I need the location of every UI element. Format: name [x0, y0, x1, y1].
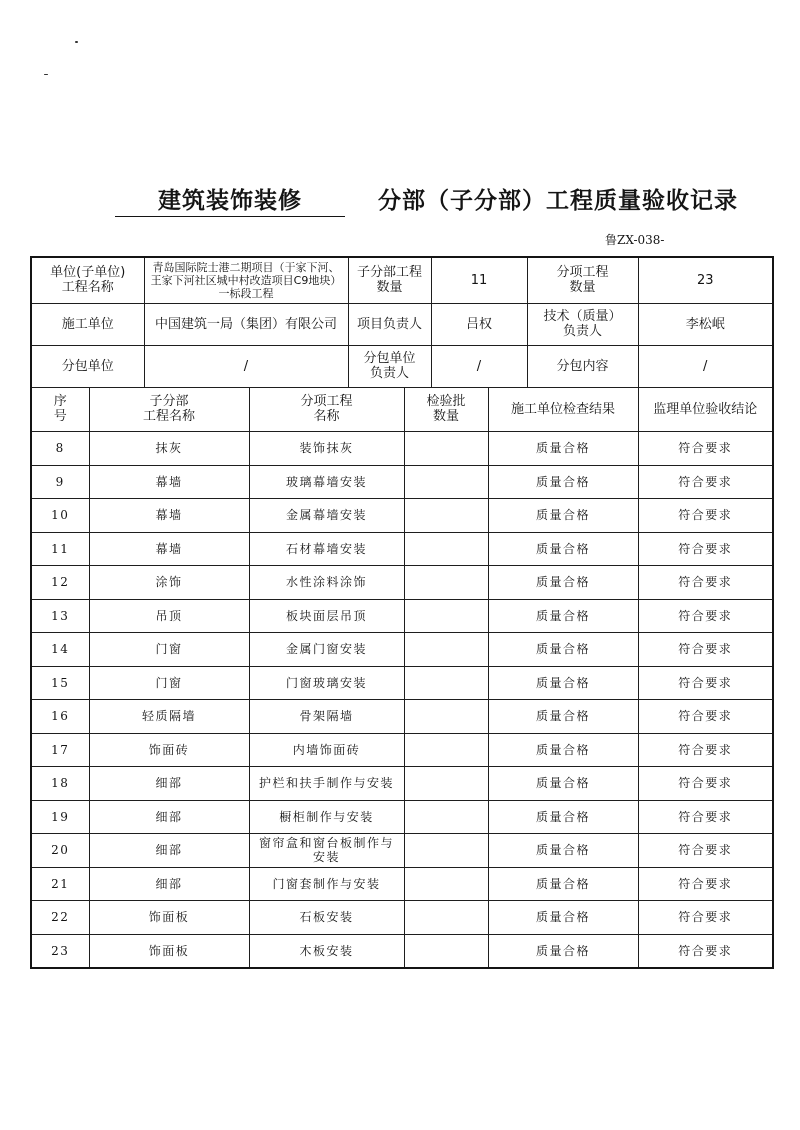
page-title: 分部（子分部）工程质量验收记录	[378, 188, 738, 214]
contractor-check-result: 质量合格	[488, 800, 638, 834]
contractor-row	[31, 303, 773, 345]
subdivision-name: 门窗	[89, 633, 249, 667]
item-name: 玻璃幕墙安装	[249, 465, 404, 499]
batch-count	[404, 901, 488, 935]
item-name: 木板安装	[249, 934, 404, 968]
contractor-check-result: 质量合格	[488, 666, 638, 700]
sub-lead-value: /	[431, 345, 527, 387]
items-table-body	[31, 432, 773, 968]
contractor-value: 中国建筑一局（集团）有限公司	[144, 303, 348, 345]
subdivision-name: 抹灰	[89, 432, 249, 466]
row-number: 8	[31, 432, 89, 466]
contractor-check-result: 质量合格	[488, 901, 638, 935]
table-row	[31, 432, 773, 466]
sub-unit-label: 分包单位	[31, 345, 144, 387]
batch-count	[404, 432, 488, 466]
item-name: 橱柜制作与安装	[249, 800, 404, 834]
supervisor-conclusion: 符合要求	[638, 934, 773, 968]
subdivision-name: 吊顶	[89, 599, 249, 633]
subdivision-name: 细部	[89, 834, 249, 868]
subdivision-name: 幕墙	[89, 499, 249, 533]
item-name: 窗帘盒和窗台板制作与安装	[249, 834, 404, 868]
subdivision-name: 细部	[89, 867, 249, 901]
batch-count	[404, 599, 488, 633]
contractor-label: 施工单位	[31, 303, 144, 345]
form-code: 鲁ZX-038-	[605, 233, 665, 247]
pm-label: 项目负责人	[348, 303, 431, 345]
row-number: 15	[31, 666, 89, 700]
batch-count	[404, 499, 488, 533]
table-row	[31, 465, 773, 499]
table-row	[31, 566, 773, 600]
supervisor-conclusion: 符合要求	[638, 800, 773, 834]
subdivision-name: 饰面板	[89, 901, 249, 935]
contractor-check-result: 质量合格	[488, 700, 638, 734]
batch-count	[404, 867, 488, 901]
supervisor-conclusion: 符合要求	[638, 599, 773, 633]
contractor-check-result: 质量合格	[488, 633, 638, 667]
item-name: 骨架隔墙	[249, 700, 404, 734]
subdivision-name: 细部	[89, 767, 249, 801]
item-name: 水性涂料涂饰	[249, 566, 404, 600]
supervisor-conclusion: 符合要求	[638, 566, 773, 600]
contractor-check-result: 质量合格	[488, 834, 638, 868]
batch-count	[404, 465, 488, 499]
batch-count	[404, 834, 488, 868]
supervisor-conclusion: 符合要求	[638, 499, 773, 533]
column-header-number: 序 号	[31, 388, 89, 432]
column-header-conclusion: 监理单位验收结论	[638, 388, 773, 432]
table-row	[31, 599, 773, 633]
batch-count	[404, 767, 488, 801]
row-number: 12	[31, 566, 89, 600]
table-row	[31, 901, 773, 935]
table-row	[31, 800, 773, 834]
table-row	[31, 767, 773, 801]
project-row	[31, 257, 773, 303]
item-name: 板块面层吊顶	[249, 599, 404, 633]
project-info-table	[30, 256, 774, 388]
row-number: 23	[31, 934, 89, 968]
supervisor-conclusion: 符合要求	[638, 465, 773, 499]
contractor-check-result: 质量合格	[488, 499, 638, 533]
contractor-check-result: 质量合格	[488, 432, 638, 466]
row-number: 19	[31, 800, 89, 834]
table-row	[31, 666, 773, 700]
supervisor-conclusion: 符合要求	[638, 432, 773, 466]
tech-lead-value: 李松岷	[638, 303, 773, 345]
table-row	[31, 700, 773, 734]
table-row	[31, 867, 773, 901]
contractor-check-result: 质量合格	[488, 767, 638, 801]
contractor-check-result: 质量合格	[488, 465, 638, 499]
column-header-row	[31, 388, 773, 432]
subdivision-name: 门窗	[89, 666, 249, 700]
column-header-batches: 检验批 数量	[404, 388, 488, 432]
supervisor-conclusion: 符合要求	[638, 633, 773, 667]
sub-count-value: 11	[431, 257, 527, 303]
sub-content-value: /	[638, 345, 773, 387]
item-name: 金属幕墙安装	[249, 499, 404, 533]
supervisor-conclusion: 符合要求	[638, 733, 773, 767]
item-name: 门窗玻璃安装	[249, 666, 404, 700]
subdivision-name: 轻质隔墙	[89, 700, 249, 734]
batch-count	[404, 532, 488, 566]
batch-count	[404, 733, 488, 767]
unit-value: 青岛国际院士港二期项目（于家下河、王家下河社区城中村改造项目C9地块）一标段工程	[144, 257, 348, 303]
item-name: 内墙饰面砖	[249, 733, 404, 767]
contractor-check-result: 质量合格	[488, 566, 638, 600]
supervisor-conclusion: 符合要求	[638, 834, 773, 868]
supervisor-conclusion: 符合要求	[638, 532, 773, 566]
acceptance-form	[30, 256, 772, 969]
table-row	[31, 532, 773, 566]
supervisor-conclusion: 符合要求	[638, 901, 773, 935]
item-name: 石材幕墙安装	[249, 532, 404, 566]
table-row	[31, 733, 773, 767]
item-count-label: 分项工程 数量	[527, 257, 638, 303]
row-number: 9	[31, 465, 89, 499]
title-prefix: 建筑装饰装修	[115, 188, 345, 217]
subdivision-name: 幕墙	[89, 465, 249, 499]
subdivision-name: 饰面板	[89, 934, 249, 968]
contractor-check-result: 质量合格	[488, 599, 638, 633]
sub-lead-label: 分包单位 负责人	[348, 345, 431, 387]
items-table	[30, 388, 774, 969]
batch-count	[404, 666, 488, 700]
batch-count	[404, 633, 488, 667]
row-number: 21	[31, 867, 89, 901]
column-header-item: 分项工程 名称	[249, 388, 404, 432]
column-header-subdivision: 子分部 工程名称	[89, 388, 249, 432]
table-row	[31, 633, 773, 667]
supervisor-conclusion: 符合要求	[638, 666, 773, 700]
table-row	[31, 934, 773, 968]
sub-unit-value: /	[144, 345, 348, 387]
row-number: 14	[31, 633, 89, 667]
supervisor-conclusion: 符合要求	[638, 700, 773, 734]
subdivision-name: 细部	[89, 800, 249, 834]
supervisor-conclusion: 符合要求	[638, 867, 773, 901]
sub-content-label: 分包内容	[527, 345, 638, 387]
row-number: 17	[31, 733, 89, 767]
table-row	[31, 834, 773, 868]
item-name: 装饰抹灰	[249, 432, 404, 466]
row-number: 13	[31, 599, 89, 633]
contractor-check-result: 质量合格	[488, 867, 638, 901]
subdivision-name: 幕墙	[89, 532, 249, 566]
item-name: 石板安装	[249, 901, 404, 935]
subdivision-name: 饰面砖	[89, 733, 249, 767]
batch-count	[404, 700, 488, 734]
row-number: 20	[31, 834, 89, 868]
subcontractor-row	[31, 345, 773, 387]
batch-count	[404, 934, 488, 968]
item-name: 护栏和扶手制作与安装	[249, 767, 404, 801]
item-name: 门窗套制作与安装	[249, 867, 404, 901]
sub-count-label: 子分部工程 数量	[348, 257, 431, 303]
contractor-check-result: 质量合格	[488, 934, 638, 968]
scan-speck	[75, 41, 78, 43]
contractor-check-result: 质量合格	[488, 733, 638, 767]
subdivision-name: 涂饰	[89, 566, 249, 600]
item-name: 金属门窗安装	[249, 633, 404, 667]
row-number: 11	[31, 532, 89, 566]
batch-count	[404, 800, 488, 834]
scan-speck	[44, 74, 48, 75]
column-header-check: 施工单位检查结果	[488, 388, 638, 432]
item-count-value: 23	[638, 257, 773, 303]
row-number: 22	[31, 901, 89, 935]
row-number: 18	[31, 767, 89, 801]
contractor-check-result: 质量合格	[488, 532, 638, 566]
row-number: 16	[31, 700, 89, 734]
batch-count	[404, 566, 488, 600]
unit-label: 单位(子单位) 工程名称	[31, 257, 144, 303]
table-row	[31, 499, 773, 533]
tech-lead-label: 技术（质量） 负责人	[527, 303, 638, 345]
row-number: 10	[31, 499, 89, 533]
pm-value: 吕权	[431, 303, 527, 345]
supervisor-conclusion: 符合要求	[638, 767, 773, 801]
